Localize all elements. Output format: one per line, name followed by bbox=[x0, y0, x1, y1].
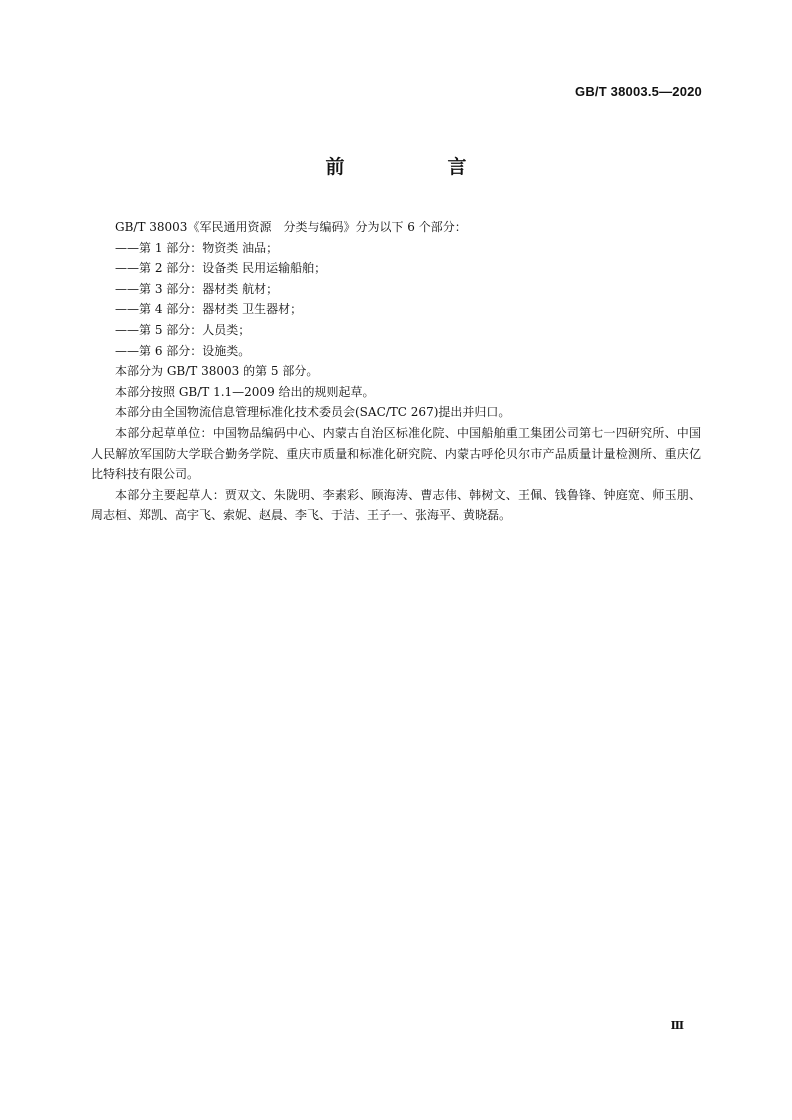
drafters-paragraph: 本部分主要起草人：贾双文、朱陇明、李素彩、顾海涛、曹志伟、韩树文、王佩、钱鲁锋、钟庭宽、师玉朋、周志桓、郑凯、高宇飞、索妮、赵晨、李飞、于洁、王子一、张海平、黄晓磊。 bbox=[91, 487, 701, 523]
this-part-paragraph: 本部分为 GB/T 38003 的第 5 部分。 bbox=[115, 364, 319, 379]
part-list-item-1: ——第 1 部分：物资类 油品； bbox=[115, 240, 279, 255]
intro-paragraph: GB/T 38003《军民通用资源 分类与编码》分为以下 6 个部分： bbox=[115, 220, 467, 234]
page-title: 前 言 bbox=[325, 156, 509, 178]
part-list-item-4: ——第 4 部分：器材类 卫生器材； bbox=[115, 302, 303, 317]
part-list-item-2: ——第 2 部分：设备类 民用运输船舶； bbox=[115, 261, 327, 276]
rules-paragraph: 本部分按照 GB/T 1.1—2009 给出的规则起草。 bbox=[115, 384, 375, 399]
proposed-paragraph: 本部分由全国物流信息管理标准化技术委员会(SAC/TC 267)提出并归口。 bbox=[115, 405, 511, 420]
part-list-item-5: ——第 5 部分：人员类； bbox=[115, 322, 251, 337]
drafting-units-paragraph: 本部分起草单位：中国物品编码中心、内蒙古自治区标准化院、中国船舶重工集团公司第七一四研究所、中国人民解放军国防大学联合勤务学院、重庆市质量和标准化研究院、内蒙古呼伦贝尔市产品质量计量检测所、重庆亿比特科技有限公司。 bbox=[91, 425, 701, 482]
part-list-item-6: ——第 6 部分：设施类。 bbox=[115, 343, 251, 358]
page-number: Ⅲ bbox=[670, 1020, 684, 1032]
standard-number: GB/T 38003.5—2020 bbox=[575, 84, 702, 99]
part-list-item-3: ——第 3 部分：器材类 航材； bbox=[115, 281, 279, 296]
foreword-body bbox=[91, 217, 701, 526]
